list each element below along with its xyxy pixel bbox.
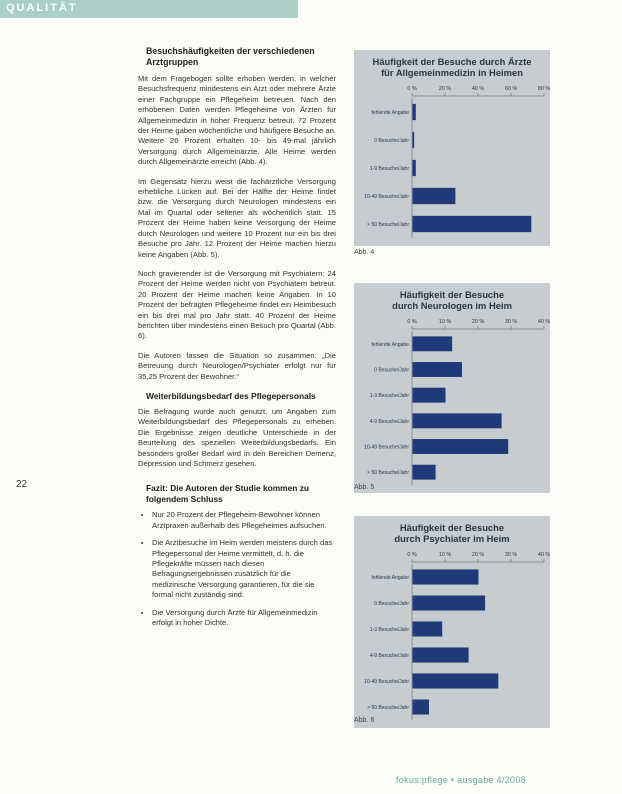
article-heading: Besuchshäufigkeiten der verschiedenen Arztgruppen	[146, 46, 315, 67]
tick-label: 20 %	[438, 86, 452, 92]
chart-plot	[354, 78, 550, 246]
list-item: • Die Versorgung durch Ärzte für Allgemeinmedizin erfolgt in hoher Dichte.	[152, 608, 336, 629]
category-label: > 50 Besuche/Jahr	[367, 222, 409, 228]
page-number: 22	[16, 479, 28, 490]
tick-label: 10 %	[438, 319, 452, 325]
bar	[413, 362, 463, 377]
article-body	[138, 46, 336, 635]
list-item: • Die Arztbesuche im Heim werden meistens durch das Pflegepersonal der Heime vermittelt, d. h. die Pflegekräfte müssen nach diesen Befragungsergebnissen zusätzlich für die medizinische Versorgung garantieren, für die sie formal nicht zuständig sind.	[152, 538, 336, 600]
bar	[413, 673, 499, 688]
bar	[413, 104, 416, 120]
category-label: fehlende Angabe	[371, 341, 409, 348]
tick-label: 60 %	[504, 86, 518, 92]
category-label: fehlende Angabe	[371, 575, 409, 581]
section-label: QUALITÄT	[6, 2, 78, 14]
tick-label: 0 %	[407, 552, 417, 558]
category-label: > 50 Besuche/Jahr	[367, 470, 409, 477]
tick-label: 80 %	[537, 86, 550, 92]
bar	[413, 336, 453, 351]
article-paragraph: Die Autoren fassen die Situation so zusammen: „Die Betreuung durch Neurologen/Psychiater erfolgt nur für 35,25 Prozent der Bewohner.“	[138, 350, 336, 381]
tick-label: 20 %	[471, 552, 485, 558]
tick-label: 0 %	[407, 86, 417, 92]
category-label: 0 Besuche/Jahr	[374, 367, 409, 374]
bar	[413, 621, 443, 636]
chart-title: Häufigkeit der Besuche durch Neurologen im Heim	[392, 289, 512, 311]
training-subheading: Weiterbildungsbedarf des Pflegepersonals	[146, 390, 316, 401]
chart-general-practitioners	[354, 50, 550, 246]
chart-psychiatrists	[354, 516, 550, 728]
bar	[413, 413, 502, 428]
category-label: fehlende Angabe	[371, 110, 409, 116]
figure-caption: Abb. 5	[354, 484, 375, 491]
bar	[413, 188, 456, 204]
figure-caption: Abb. 6	[354, 717, 375, 724]
section-header-band	[0, 0, 298, 18]
figure-caption: Abb. 4	[354, 249, 375, 256]
conclusion-heading: Fazit: Die Autoren der Studie kommen zu folgendem Schluss	[146, 483, 310, 505]
category-label: 1-9 Besuche/Jahr	[369, 166, 409, 172]
chart-plot	[354, 544, 550, 728]
category-label: 4-9 Besuche/Jahr	[369, 418, 409, 425]
category-label: > 50 Besuche/Jahr	[367, 705, 409, 711]
footer-text: fokus:pflege • ausgabe 4/2008	[396, 775, 526, 785]
category-label: 10-49 Besuche/Jahr	[364, 679, 409, 685]
category-label: 1-3 Besuche/Jahr	[369, 627, 409, 633]
article-paragraph: Die Befragung wurde auch genutzt, um Angaben zum Weiterbildungsbedarf des Pflegepersonals zu erheben. Die Ergebnisse zeigen deutliche Unterschiede in der Beurteilung des speziellen Weiterbildungsbedarfs. Ein besonders großer Bedarf wird in den Bereichen Demenz, Depression und Schmerz gesehen.	[138, 406, 336, 468]
list-item: • Nur 20 Prozent der Pflegeheim-Bewohner können Arztpraxen außerhalb des Pflegeheimes aufsuchen.	[152, 510, 336, 531]
chart-plot	[354, 311, 550, 493]
bar	[413, 216, 532, 232]
category-label: 0 Besuche/Jahr	[374, 138, 409, 144]
chart-neurologists	[354, 283, 550, 493]
category-label: 4-9 Besuche/Jahr	[369, 653, 409, 659]
category-label: 10-49 Besuche/Jahr	[364, 444, 409, 451]
tick-label: 30 %	[504, 319, 518, 325]
bar	[413, 160, 416, 176]
bar	[413, 647, 469, 662]
article-paragraph: Im Gegensatz hierzu weist die fachärztliche Versorgung erhebliche Lücken auf. Bei der Hälfte der Heime findet bzw. die Versorgung durch Neurologen mindestens ein Mal im Quartal oder seltener als wöchentlich statt. 15 Prozent der Heime haben keine Versorgung der Heime durch Neurologen und weitere 10 Prozent nur ein bis drei Besuche pro Jahr. 12 Prozent der Heime machen hierzu keine Angaben (Abb. 5).	[138, 176, 336, 259]
bar	[413, 388, 446, 403]
chart-title: Häufigkeit der Besuche durch Psychiater im Heim	[394, 522, 510, 544]
tick-label: 40 %	[537, 552, 550, 558]
article-paragraph: Mit dem Fragebogen sollte erhoben werden, in welcher Besuchsfrequenz mindestens ein Arzt oder mehrere Ärzte einer Fachgruppe ein Pflegeheim betreuen. Nach den erhobenen Daten werden Pflegeheime von Ärzten für Allgemeinmedizin in hoher Frequenz betreut. 72 Prozent der Heime gaben wöchentliche und häufigere Besuche an. Weitere 26 Prozent erhalten 10- bis 49-mal jährlich Versorgung durch Allgemeinärzte. Alle Heime werden durch Allgemeinärzte erreicht (Abb. 4).	[138, 74, 336, 167]
category-label: 1-3 Besuche/Jahr	[369, 393, 409, 400]
bar	[413, 699, 430, 714]
bar	[413, 595, 486, 610]
tick-label: 10 %	[438, 552, 452, 558]
bar	[413, 439, 509, 454]
bar	[413, 132, 415, 148]
tick-label: 40 %	[537, 319, 550, 325]
tick-label: 40 %	[471, 86, 485, 92]
tick-label: 30 %	[504, 552, 518, 558]
chart-title: Häufigkeit der Besuche durch Ärzte für Allgemeinmedizin in Heimen	[372, 56, 532, 78]
conclusion-list	[138, 510, 336, 628]
bar	[413, 465, 436, 480]
category-label: 0 Besuche/Jahr	[374, 601, 409, 607]
tick-label: 20 %	[471, 319, 485, 325]
bar	[413, 569, 479, 584]
tick-label: 0 %	[407, 319, 417, 325]
article-paragraph: Noch gravierender ist die Versorgung mit Psychiatern: 24 Prozent der Heime werden nicht von Psychiatern betreut. 20 Prozent der Heime machen keine Angaben. In 10 Prozent der befragten Pflegeheime findet ein Heimbesuch ein bis drei mal pro Jahr statt. 40 Prozent der Heime berichten über mindestens einen Besuch pro Quartal (Abb. 6).	[138, 268, 336, 341]
category-label: 10-49 Besuche/Jahr	[364, 194, 409, 200]
